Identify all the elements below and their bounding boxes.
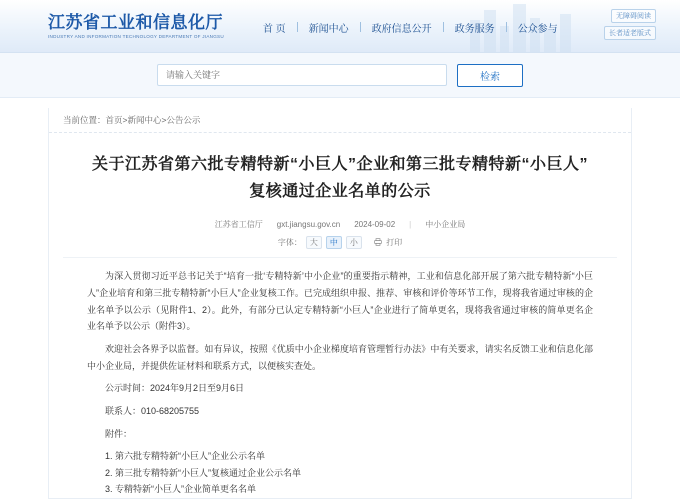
- page-title: 关于江苏省第六批专精特新“小巨人”企业和第三批专精特新“小巨人”复核通过企业名单的公示: [91, 156, 588, 201]
- font-size-small-button[interactable]: 小: [346, 236, 362, 249]
- nav-item-gov-info[interactable]: 政府信息公开: [371, 23, 432, 35]
- header-accessibility-links: [604, 9, 656, 40]
- search-input[interactable]: [157, 64, 447, 86]
- elder-mode-link[interactable]: 长者适老版式: [604, 26, 656, 40]
- meta-divider: |: [409, 220, 412, 230]
- site-header: [0, 0, 680, 53]
- site-logo-title: 江苏省工业和信息化厅: [48, 12, 223, 32]
- site-logo-subtitle: INDUSTRY AND INFORMATION TECHNOLOGY DEPARTMENT OF JIANGSU: [48, 34, 224, 40]
- search-wrap: [157, 64, 523, 87]
- attachment-item[interactable]: 2. 第三批专精特新“小巨人”复核通过企业公示名单: [105, 467, 302, 478]
- print-label: 打印: [386, 238, 403, 248]
- meta-site: gxt.jiangsu.gov.cn: [276, 220, 341, 230]
- attachments-label: 附件：: [105, 428, 133, 439]
- printer-icon: [374, 238, 382, 246]
- article-meta: [49, 211, 631, 234]
- breadcrumb: [49, 108, 631, 133]
- contact-info: 联系人：010-68205755: [105, 405, 200, 416]
- main-nav: [252, 20, 569, 35]
- page-body: [0, 98, 680, 499]
- print-button[interactable]: [374, 237, 402, 248]
- meta-department: 中小企业局: [425, 220, 466, 230]
- meta-date: 2024-09-02: [354, 220, 396, 230]
- font-size-controls: [49, 234, 631, 257]
- search-band: [0, 53, 680, 98]
- accessibility-reading-link[interactable]: 无障碍阅读: [611, 9, 656, 23]
- article-body: [49, 258, 631, 498]
- breadcrumb-text[interactable]: 当前位置：首页>新闻中心>公告公示: [63, 115, 201, 125]
- attachment-item[interactable]: 3. 专精特新“小巨人”企业简单更名名单: [105, 484, 257, 495]
- nav-item-gov-service[interactable]: 政务服务: [454, 23, 495, 35]
- site-logo[interactable]: [48, 13, 224, 40]
- search-button[interactable]: 检索: [457, 64, 523, 87]
- meta-source: 江苏省工信厅: [214, 220, 263, 230]
- nav-item-public-participation[interactable]: 公众参与: [517, 23, 558, 35]
- font-size-medium-button[interactable]: 中: [326, 236, 342, 249]
- attachment-item[interactable]: 1. 第六批专精特新“小巨人”企业公示名单: [105, 451, 266, 462]
- font-size-label: 字体：: [277, 238, 302, 248]
- nav-item-news[interactable]: 新闻中心: [308, 23, 349, 35]
- nav-item-home[interactable]: 首 页: [262, 23, 286, 35]
- attachment-list: [87, 448, 593, 498]
- article-paragraph-1: 为深入贯彻习近平总书记关于“培育一批‘专精特新’中小企业”的重要指示精神，工业和信息化部开展了第六批专精特新“小巨人”企业培育和第三批专精特新“小巨人”企业复核工作。已完成组织申报、推荐、审核和评价等环节工作，现将我省通过审核的企业名单予以公示（见附件1、2）。此外，有部分已认定专精特新“小巨人”企业进行了简单更名，现将我省通过审核的简单更名企业名单予以公示（附件3）。: [87, 271, 593, 332]
- notice-period: 公示时间：2024年9月2日至9月6日: [105, 383, 245, 394]
- font-size-large-button[interactable]: 大: [306, 236, 322, 249]
- article-card: [48, 108, 632, 499]
- article-paragraph-2: 欢迎社会各界予以监督。如有异议，按照《优质中小企业梯度培育管理暂行办法》中有关要求，请实名反馈工业和信息化部中小企业局，并提供佐证材料和联系方式，以便核实查处。: [87, 343, 593, 371]
